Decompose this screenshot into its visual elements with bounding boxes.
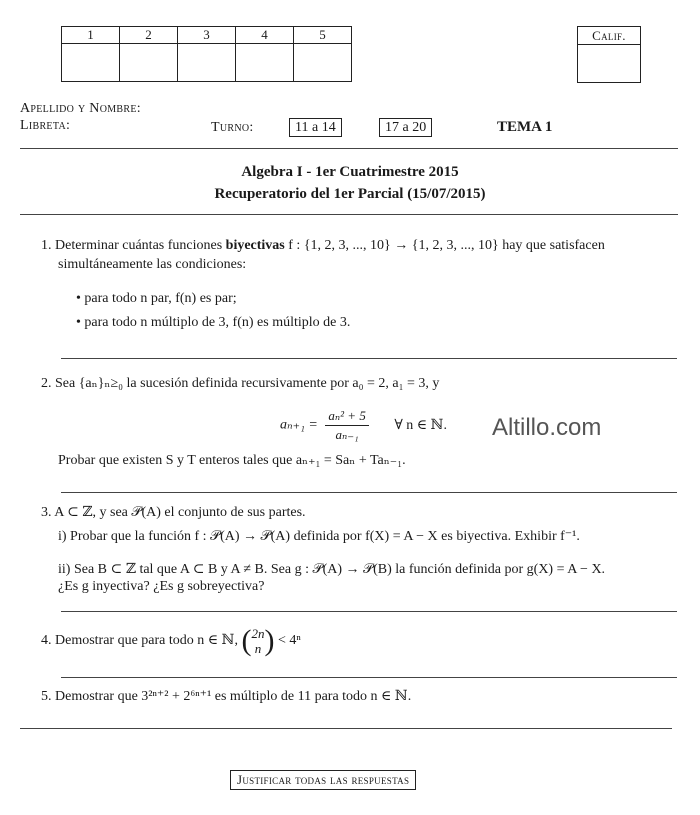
turno-option-1: 11 a 14 — [289, 118, 342, 137]
bullet-icon: • — [76, 291, 81, 306]
divider-5 — [61, 611, 677, 612]
problem-4-text-b: < 4ⁿ — [277, 633, 301, 648]
divider-2 — [20, 214, 678, 215]
grade-cell-1 — [62, 44, 120, 82]
problem-5 — [41, 688, 411, 706]
problem-1-bullet-2-text: para todo n múltiplo de 3, f(n) es múltiplo de 3. — [84, 315, 351, 330]
left-paren-icon: ( — [241, 624, 252, 657]
formula-rhs: ∀ n ∈ ℕ. — [394, 417, 447, 433]
problem-2-line1: Sea {aₙ}ₙ≥₀ la sucesión definida recursivamente por a₀ = 2, a₁ = 3, y — [55, 376, 440, 391]
grade-col-3: 3 — [178, 27, 236, 44]
grade-col-1: 1 — [62, 27, 120, 44]
problem-4-text-a: Demostrar que para todo n ∈ ℕ, — [55, 633, 238, 648]
footer-note: Justificar todas las respuestas — [230, 770, 416, 790]
formula-denominator: aₙ₋₁ — [335, 427, 359, 442]
problem-4 — [41, 626, 301, 656]
problem-1-text-b: f : {1, 2, 3, ..., 10} → {1, 2, 3, ..., 10} hay que satisfacen — [284, 238, 605, 253]
divider-1 — [20, 148, 678, 149]
problem-3-part-ii-b: ¿Es g inyectiva? ¿Es g sobreyectiva? — [58, 579, 265, 594]
problem-2-number: 2. — [41, 376, 52, 391]
binomial — [251, 626, 264, 656]
formula-numerator: aₙ² + 5 — [325, 407, 368, 426]
divider-7 — [20, 728, 672, 729]
grade-col-4: 4 — [236, 27, 294, 44]
grade-cell-4 — [236, 44, 294, 82]
problem-2 — [41, 375, 439, 393]
divider-3 — [61, 358, 677, 359]
problem-1-text-a: Determinar cuántas funciones — [55, 238, 226, 253]
problem-3 — [41, 504, 306, 522]
problem-5-number: 5. — [41, 689, 52, 704]
grade-col-2: 2 — [120, 27, 178, 44]
exam-subtitle: Recuperatorio del 1er Parcial (15/07/2015) — [214, 186, 486, 202]
calif-box — [577, 26, 641, 83]
problem-1-bullet-2 — [76, 314, 350, 332]
problem-2-line2: Probar que existen S y T enteros tales que aₙ₊₁ = Saₙ + Taₙ₋₁. — [58, 453, 406, 468]
divider-4 — [61, 492, 677, 493]
problem-3-part-ii-a: ii) Sea B ⊂ ℤ tal que A ⊂ B y A ≠ B. Sea g : 𝒫(A) → 𝒫(B) la función definida por g(X) = A − X. — [58, 562, 606, 577]
problem-1-line2: simultáneamente las condiciones: — [58, 257, 247, 272]
binom-bottom: n — [254, 641, 262, 656]
name-label: Apellido y Nombre: — [20, 101, 141, 116]
grade-cell-3 — [178, 44, 236, 82]
libreta-label: Libreta: — [20, 118, 71, 133]
exam-title: Algebra I - 1er Cuatrimestre 2015 — [241, 164, 459, 180]
grade-table — [61, 26, 352, 82]
problem-4-number: 4. — [41, 633, 52, 648]
right-paren-icon: ) — [264, 624, 275, 657]
formula-fraction — [325, 407, 368, 444]
tema-label: TEMA 1 — [497, 119, 553, 135]
problem-3-part-i: i) Probar que la función f : 𝒫(A) → 𝒫(A) definida por f(X) = A − X es biyectiva. Exhibir f⁻¹. — [58, 529, 580, 544]
watermark: Altillo.com — [492, 414, 602, 441]
problem-3-number: 3. — [41, 505, 52, 520]
problem-1-bold: biyectivas — [225, 238, 285, 253]
problem-1-bullet-1 — [76, 290, 237, 308]
bullet-icon: • — [76, 315, 81, 330]
formula-lhs: aₙ₊₁ = — [280, 417, 318, 433]
problem-1 — [41, 237, 681, 255]
divider-6 — [61, 677, 677, 678]
problem-3-line1: A ⊂ ℤ, y sea 𝒫(A) el conjunto de sus partes. — [54, 505, 306, 520]
problem-1-bullet-1-text: para todo n par, f(n) es par; — [84, 291, 237, 306]
grade-cell-2 — [120, 44, 178, 82]
grade-cell-5 — [294, 44, 352, 82]
problem-1-number: 1. — [41, 238, 52, 253]
calif-cell — [578, 45, 640, 82]
problem-2-formula — [280, 407, 447, 444]
turno-label: Turno: — [211, 120, 254, 135]
binom-top: 2n — [251, 626, 265, 641]
calif-label: Calif. — [578, 27, 640, 45]
turno-option-2: 17 a 20 — [379, 118, 432, 137]
grade-col-5: 5 — [294, 27, 352, 44]
problem-5-text: Demostrar que 3²ⁿ⁺² + 2⁶ⁿ⁺¹ es múltiplo de 11 para todo n ∈ ℕ. — [55, 689, 412, 704]
